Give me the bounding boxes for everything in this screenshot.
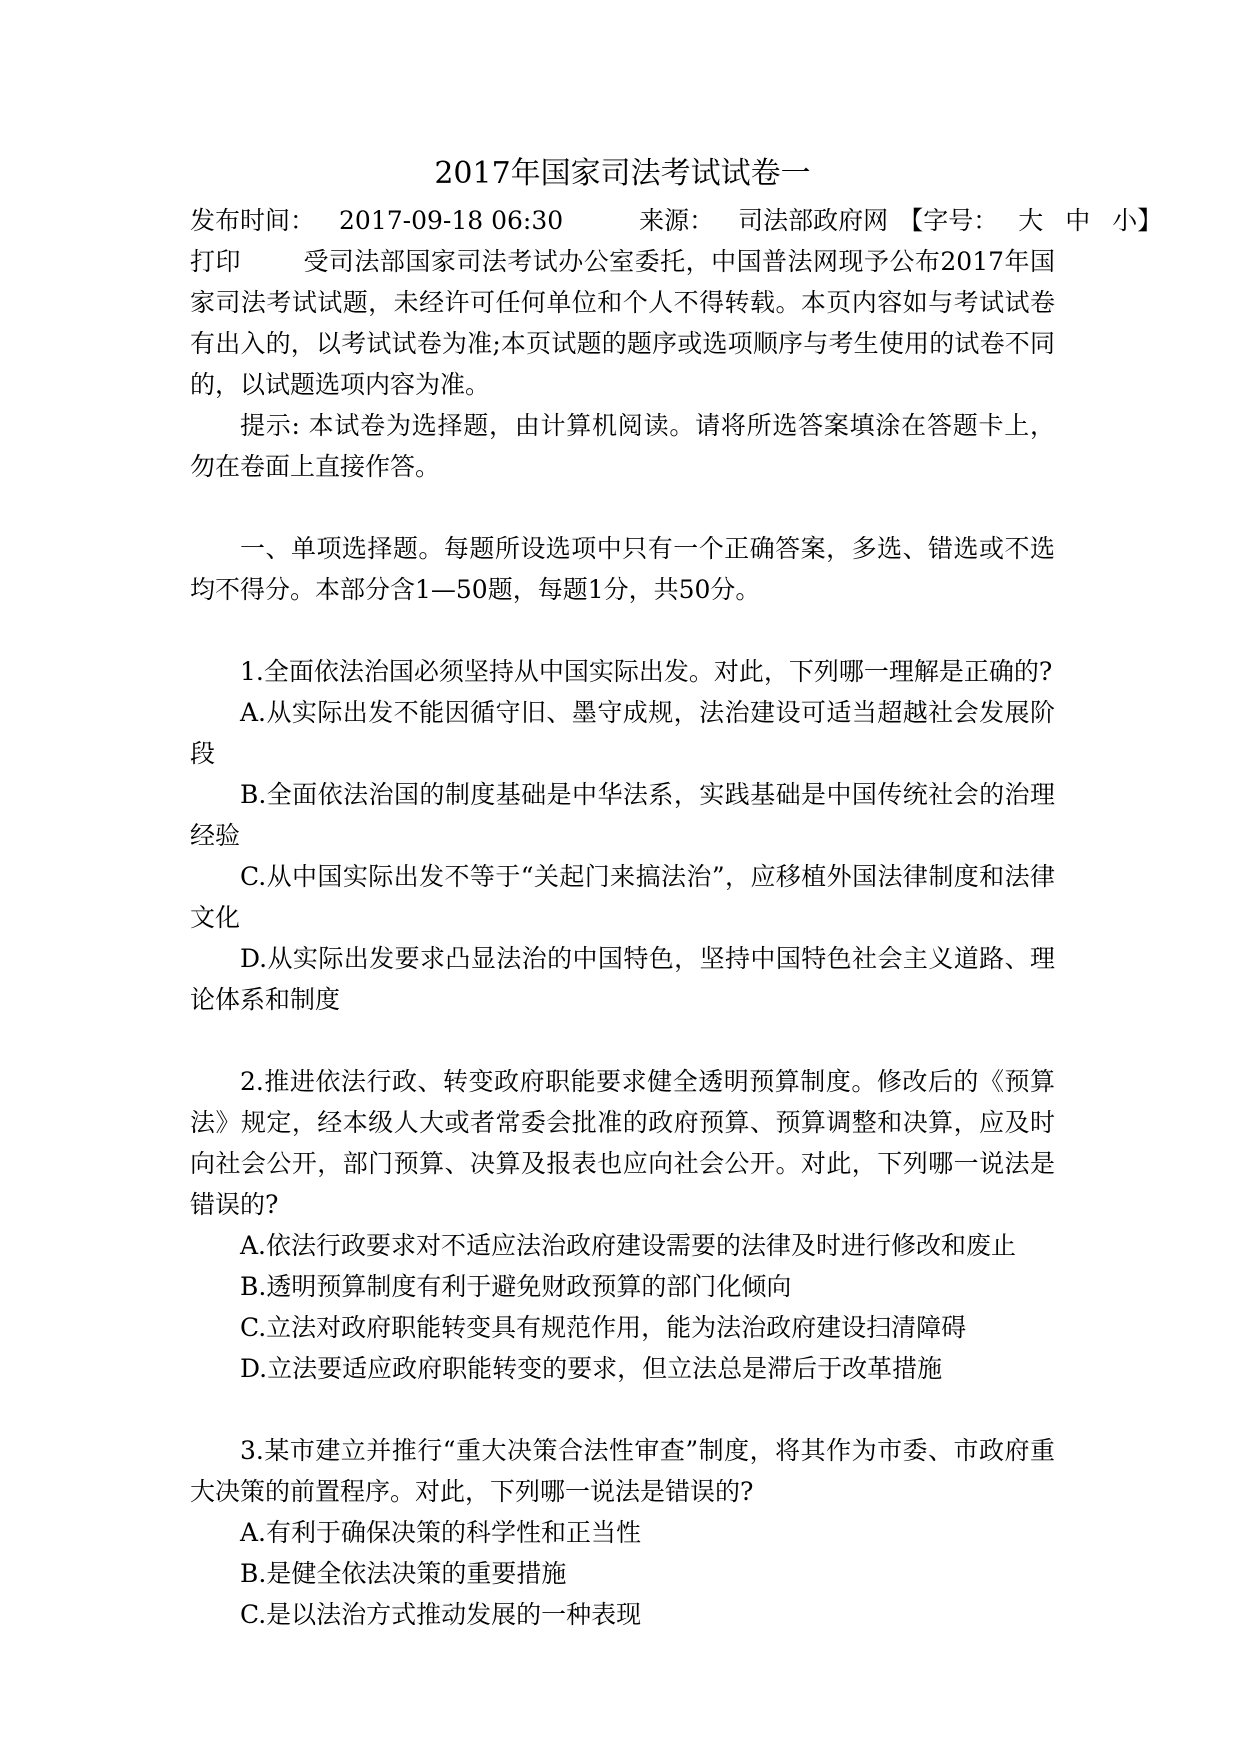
source-value[interactable]: 司法部政府网: [738, 206, 889, 235]
question-stem: 3.某市建立并推行“重大决策合法性审查”制度，将其作为市委、市政府重大决策的前置程序。对此，下列哪一说法是错误的?: [190, 1436, 1055, 1506]
font-size-small-link[interactable]: 小】: [1112, 206, 1163, 235]
font-size-medium-link[interactable]: 中: [1065, 206, 1091, 235]
option-b: B.是健全依法决策的重要措施: [240, 1559, 567, 1588]
tip-paragraph: 提示: 本试卷为选择题，由计算机阅读。请将所选答案填涂在答题卡上，勿在卷面上直接作答。: [190, 411, 1055, 481]
source-label: 来源：: [639, 206, 715, 235]
option-a: A.从实际出发不能因循守旧、墨守成规，法治建设可适当超越社会发展阶段: [190, 698, 1055, 768]
option-c: C.立法对政府职能转变具有规范作用，能为法治政府建设扫清障碍: [240, 1313, 967, 1342]
document-title: 2017年国家司法考试试卷一: [434, 156, 811, 191]
option-a: A.有利于确保决策的科学性和正当性: [240, 1518, 642, 1547]
font-size-large-link[interactable]: 大: [1018, 206, 1044, 235]
question-stem: 1.全面依法治国必须坚持从中国实际出发。对此，下列哪一理解是正确的?: [240, 657, 1053, 686]
intro-text: 受司法部国家司法考试办公室委托，中国普法网现予公布2017年国家司法考试试题，未经许可任何单位和个人不得转载。本页内容如与考试试卷有出入的，以考试试卷为准;本页试题的题序或选项顺序与考生使用的试卷不同的，以试题选项内容为准。: [190, 247, 1055, 399]
option-d: D.从实际出发要求凸显法治的中国特色，坚持中国特色社会主义道路、理论体系和制度: [190, 944, 1055, 1014]
published-label: 发布时间：: [190, 206, 316, 235]
option-c: C.从中国实际出发不等于“关起门来搞法治”，应移植外国法律制度和法律文化: [190, 862, 1055, 932]
meta-line: [190, 200, 1163, 241]
intro-paragraph: [190, 241, 1055, 405]
document-page: [190, 150, 1163, 1635]
section-heading: 一、单项选择题。每题所设选项中只有一个正确答案，多选、错选或不选均不得分。本部分含1—50题，每题1分，共50分。: [190, 534, 1055, 604]
question-stem: 2.推进依法行政、转变政府职能要求健全透明预算制度。修改后的《预算法》规定，经本级人大或者常委会批准的政府预算、预算调整和决算，应及时向社会公开，部门预算、决算及报表也应向社会公开。对此，下列哪一说法是错误的?: [190, 1067, 1055, 1219]
font-size-label: 【字号：: [898, 206, 999, 235]
option-b: B.透明预算制度有利于避免财政预算的部门化倾向: [240, 1272, 792, 1301]
option-c: C.是以法治方式推动发展的一种表现: [240, 1600, 642, 1629]
option-d: D.立法要适应政府职能转变的要求，但立法总是滞后于改革措施: [240, 1354, 943, 1383]
option-a: A.依法行政要求对不适应法治政府建设需要的法律及时进行修改和废止: [240, 1231, 1017, 1260]
option-b: B.全面依法治国的制度基础是中华法系，实践基础是中国传统社会的治理经验: [190, 780, 1055, 850]
print-link[interactable]: 打印: [190, 247, 241, 276]
published-value: 2017-09-18 06:30: [339, 206, 564, 235]
